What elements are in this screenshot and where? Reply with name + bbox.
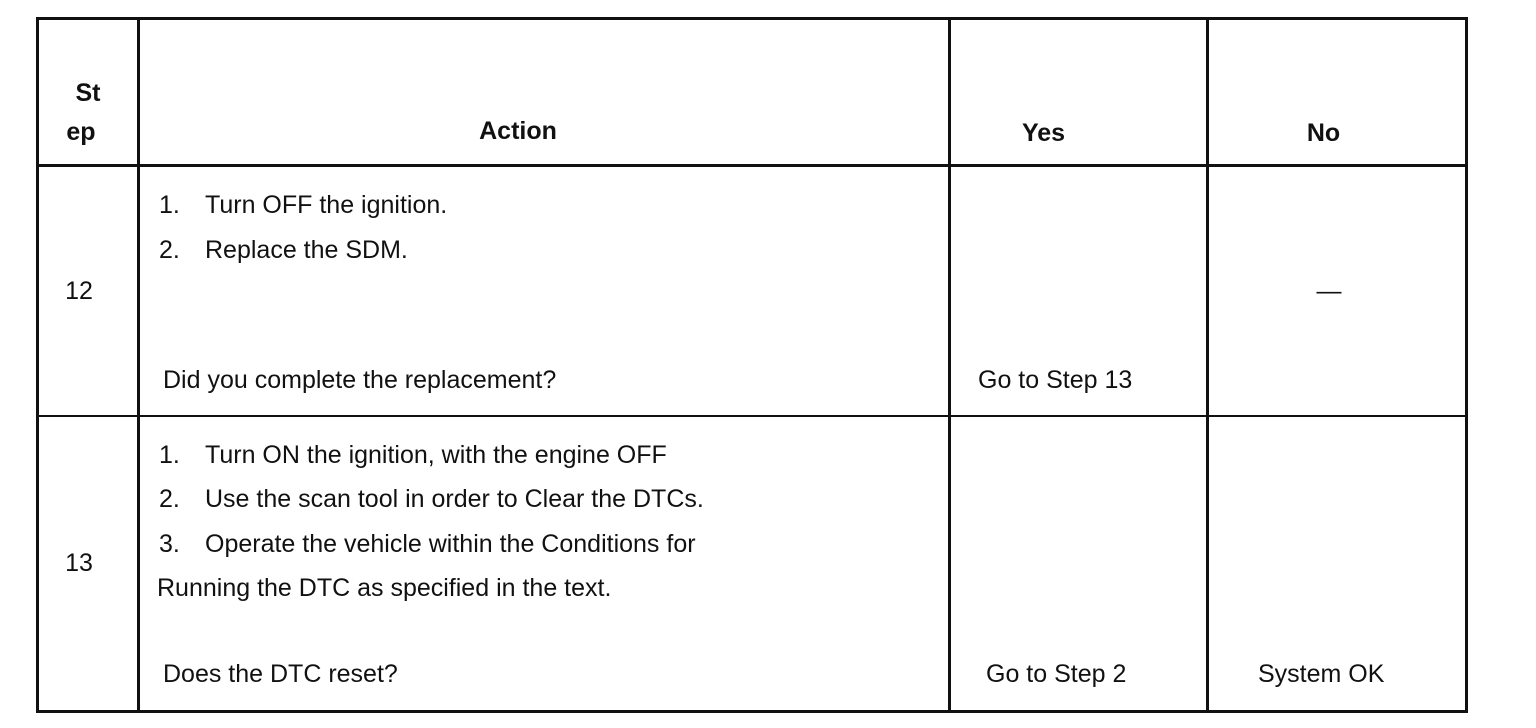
row-12-question: Did you complete the replacement? bbox=[163, 366, 557, 394]
action-number: 2. bbox=[159, 236, 180, 264]
header-divider bbox=[36, 164, 1468, 167]
header-step-line1: St bbox=[75, 79, 101, 107]
action-text: Operate the vehicle within the Conditions for bbox=[205, 530, 696, 558]
header-yes: Yes bbox=[1021, 119, 1066, 147]
row-12-action-1 bbox=[159, 190, 447, 220]
header-action: Action bbox=[479, 117, 557, 145]
table-border-top bbox=[36, 17, 1468, 20]
row-13-step: 13 bbox=[65, 549, 93, 577]
row-13-action-3 bbox=[159, 529, 696, 559]
action-number: 1. bbox=[159, 441, 180, 469]
row-divider bbox=[36, 415, 1468, 417]
action-text: Turn ON the ignition, with the engine OFF bbox=[205, 441, 667, 469]
header-step-line2: ep bbox=[66, 118, 96, 146]
row-13-action-continuation: Running the DTC as specified in the text. bbox=[157, 574, 612, 602]
table-border-right bbox=[1465, 17, 1468, 713]
action-text: Turn OFF the ignition. bbox=[205, 191, 448, 219]
row-13-action-2 bbox=[159, 484, 704, 514]
row-13-action-1 bbox=[159, 440, 667, 470]
row-12-yes: Go to Step 13 bbox=[978, 366, 1133, 394]
action-text: Use the scan tool in order to Clear the DTCs. bbox=[205, 485, 704, 513]
row-12-action-2 bbox=[159, 235, 408, 265]
action-number: 2. bbox=[159, 485, 180, 513]
header-no: No bbox=[1306, 119, 1341, 147]
row-13-yes: Go to Step 2 bbox=[986, 660, 1127, 688]
row-12-no: — bbox=[1316, 277, 1342, 305]
action-number: 3. bbox=[159, 530, 180, 558]
action-number: 1. bbox=[159, 191, 180, 219]
row-12-step: 12 bbox=[65, 277, 93, 305]
row-13-question: Does the DTC reset? bbox=[163, 660, 398, 688]
table-border-bottom bbox=[36, 710, 1468, 713]
row-13-no: System OK bbox=[1258, 660, 1385, 688]
action-text: Replace the SDM. bbox=[205, 236, 408, 264]
